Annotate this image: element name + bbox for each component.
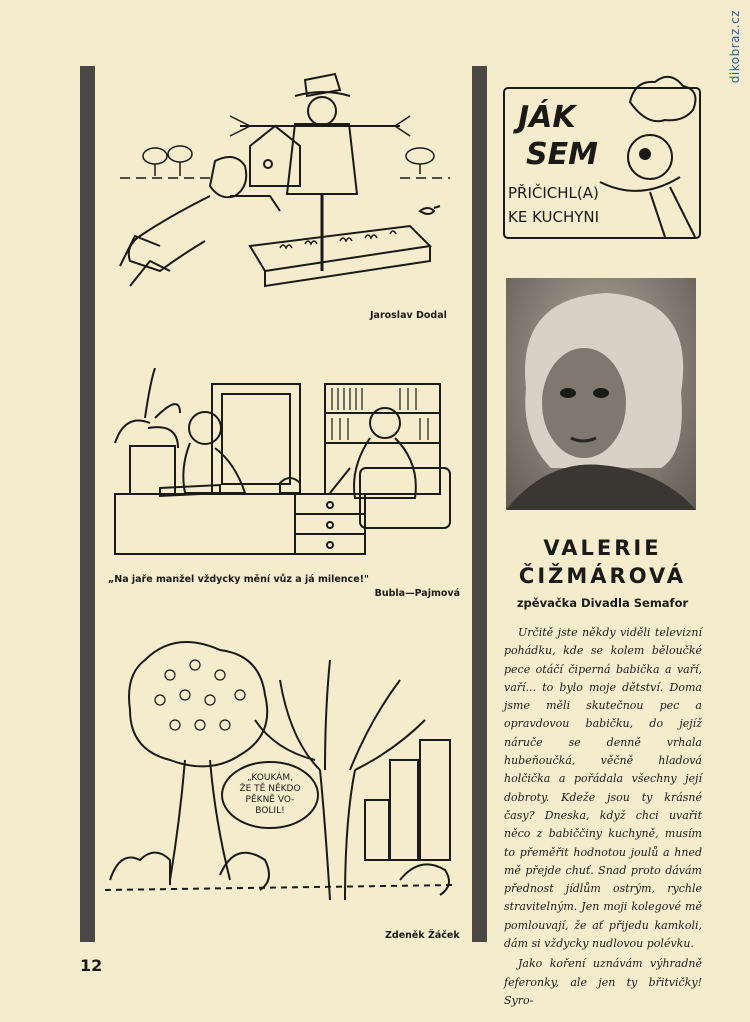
name-line-2: ČIŽMÁROVÁ [518,564,687,588]
speech-line-1: „KOUKÁM, [247,773,293,783]
logo-line-2: SEM [526,137,598,172]
column-logo [500,72,705,244]
cartoon-credit: Jaroslav Dodal [370,310,447,321]
cartoon-caption [108,574,460,599]
left-border-bar [80,66,95,942]
artist-role: zpěvačka Divadla Semafor [516,596,689,610]
portrait-photo [506,278,696,510]
caption-author: Bubla—Pajmová [374,588,460,599]
article-body [504,624,702,1010]
logo-line-3: PŘIČICHL(A) [508,184,599,202]
speech-line-3: PĚKNĚ VO- [245,795,295,805]
artist-name [500,534,705,590]
column-divider-bar [472,66,487,942]
name-line-1: VALERIE [543,536,662,560]
cartoon-credit: Zdeněk Žáček [385,930,460,941]
caption-quote: „Na jaře manžel vždycky mění vůz a já milence!" [108,574,369,585]
logo-line-1: JÁK [518,100,576,135]
logo-line-4: KE KUCHYNI [508,208,600,226]
cartoon-office [100,368,462,568]
article-paragraph: Jako koření uznávám výhradně feferonky, ale jen ty břitvičky! Syro- [504,957,702,1007]
watermark: dikobraz.cz [728,10,742,84]
cartoon-scarecrow [100,66,462,346]
cartoon-trees [100,630,462,930]
page-number: 12 [80,956,103,975]
article-paragraph: Určitě jste někdy viděli televizní pohádku, kde se kolem běloučké pece otáčí čiperná babička a vaří, vaří... to bylo moje dětství. Doma jsme měli skutečnou pec a opravdovou babičku, do jejíž náruče se denně vrhala hubeňoučká, věčně hladová holčička a pořádala všechny její dobroty. Kdeže jsou ty krásné časy? Dneska, když chci uvařit něco z babiččiny kuchyně, musím to přeměřit hodnotou joulů a hned mě přejde chuť. Snad proto dávám přednost jídlům ostrým, rychle stravitelným. Jen moji kolegové mě pomlouvají, že ať přijedu kamkoli, dám si vždycky nudlovou polévku. [504,626,702,951]
speech-line-2: ŽE TĚ NĚKDO [239,784,301,794]
speech-line-4: BOLIL! [255,806,285,816]
